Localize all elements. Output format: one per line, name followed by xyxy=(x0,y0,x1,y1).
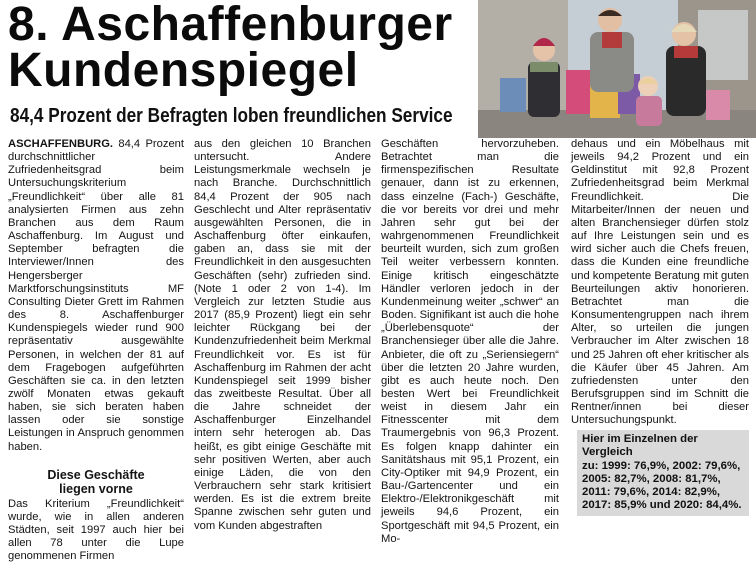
headline-line-2: Kundenspiegel xyxy=(8,44,359,97)
section-heading xyxy=(8,468,184,496)
dateline: ASCHAFFENBURG. xyxy=(8,138,114,150)
headline xyxy=(8,0,498,97)
comparison-infobox xyxy=(577,430,749,516)
column-4-text: dehaus und ein Möbelhaus mit jeweils 94,2 Prozent und ein Geldinstitut mit 92,8 Prozent Zufriedenheitsgrad beim Merkmal Freundlichkeit. Die Mitarbeiter/Innen der neuen und alten Branchensieger dürfen stolz auf Ihre Leistungen sein und es wird sicher auch die Chefs freuen, dass die Kunden eine freundliche und kompetente Beratung mit guten Beurteilungen aktiv honorieren. Betrachtet man die Konsumentengruppen nach ihrem Alter, so urteilen die jungen Verbraucher im Alter zwischen 18 und 25 Jahren oft eher kritischer als die Käufer über 45 Jahren. Am zufriedensten unter den Berufsgruppen sind im Schnitt die Rentner/innen bei dieser Untersuchungspunkt. xyxy=(571,138,749,427)
column-3-text: Geschäften hervorzuheben. Betrachtet man die firmenspezifischen Resultate genauer, dann ist zu erkennen, dass einzelne (Fach-) Geschäfte, die vor bereits vor drei und mehr Jahren sehr gut bei der wahrgenommenen Freundlichkeit beurteilt wurden, sich zum großen Teil weiter verbessern konnten. Einige kritisch eingeschätzte Händler verloren jedoch in der Kundenmeinung weiter „schwer“ an Boden. Signifikant ist auch die hohe „Überlebensquote“ der Branchensieger über alle die Jahre. Anbieter, die oft zu „Seriensiegern“ über die letzten 20 Jahre wurden, gibt es auch heute noch. Den besten Wert bei Freundlichkeit weist in diesem Jahr ein Fitnesscenter mit dem Traumergebnis von 96,3 Prozent. Es folgen knapp dahinter ein Sanitätshaus mit 95,1 Prozent, ein City-Optiker mit 94,9 Prozent, ein Bau-/Gartencenter und ein Elektro-/Elektronikgeschäft mit jeweils 94,6 Prozent, ein Sportgeschäft mit 94,5 Prozent, ein Mo- xyxy=(381,138,559,545)
family-shopping-photo xyxy=(478,0,756,138)
article-column-2 xyxy=(194,138,371,533)
column-1-text: 84,4 Prozent durchschnittlicher Zufriedenheitsgrad beim Untersuchungskriterium „Freundlichkeit“ über alle 81 analysierten Firmen aus zehn Branchen aus dem Raum Aschaffenburg. Im August und September befragten die Interviewer/Innen des Hengersberger Marktforschungsinstituts MF Consulting Dieter Grett im Rahmen des 8. Aschaffenburger Kundenspiegels wieder rund 900 repräsentativ ausgewählte Personen, in welchen der 81 auf dem Fragebogen aufgeführten Geschäften sie ca. in den letzten zwölf Monaten etwas gekauft haben, sie sich beraten haben lassen oder sie sonstige Leistungen in Anspruch genommen haben. xyxy=(8,138,184,453)
article-column-3 xyxy=(381,138,559,546)
subheadline: 84,4 Prozent der Befragten loben freundlichen Service xyxy=(10,105,453,127)
article-column-4 xyxy=(571,138,749,427)
infobox-text: zu: 1999: 76,9%, 2002: 79,6%, 2005: 82,7%, 2008: 81,7%, 2011: 79,6%, 2014: 82,9%, 2017: 85,9% und 2020: 84,4%. xyxy=(582,459,742,512)
infobox-title: Hier im Einzelnen der Vergleich xyxy=(582,433,698,459)
section-heading-line-1: Diese Geschäfte xyxy=(47,467,145,482)
photo-illustration xyxy=(478,0,756,138)
section-heading-line-2: liegen vorne xyxy=(59,481,133,496)
column-2-text: aus den gleichen 10 Branchen untersucht. Andere Leistungsmerkmale wechseln je nach Branche. Durchschnittlich 84,4 Prozent der 905 nach Geschlecht und Alter repräsentativ ausgewählten Personen, die in Aschaffenburg öfter einkaufen, gaben an, dass sie mit der Freundlichkeit in den ausgesuchten Geschäften (sehr) zufrieden sind. (Note 1 oder 2 von 1-4). Im Vergleich zur letzten Studie aus 2017 (85,9 Prozent) liegt ein sehr leichter Rückgang bei der Kundenzufriedenheit beim Merkmal Freundlichkeit vor. Es ist für Aschaffenburg im Rahmen der acht Kundenspiegel seit 1999 bisher das zweitbeste Resultat. Über all die Jahre schneidet der Aschaffenburger Einzelhandel intern sehr heterogen ab. Das heißt, es gibt einige Geschäfte mit sehr positiven Werten, aber auch einige Läden, die von den Verbrauchern sehr stark kritisiert werden. Es ist die extrem breite Spanne zwischen sehr guten und vom Kunden abgestraften xyxy=(194,138,371,532)
column-1-paragraph-1 xyxy=(8,138,184,454)
article-column-1 xyxy=(8,138,184,564)
headline-line-1: 8. Aschaffenburger xyxy=(8,0,453,51)
column-1-paragraph-2: Das Kriterium „Freundlichkeit“ wurde, wie in allen anderen Städten, seit 1997 auch hier bei allen 78 unter die Lupe genommenen Firmen xyxy=(8,497,184,563)
